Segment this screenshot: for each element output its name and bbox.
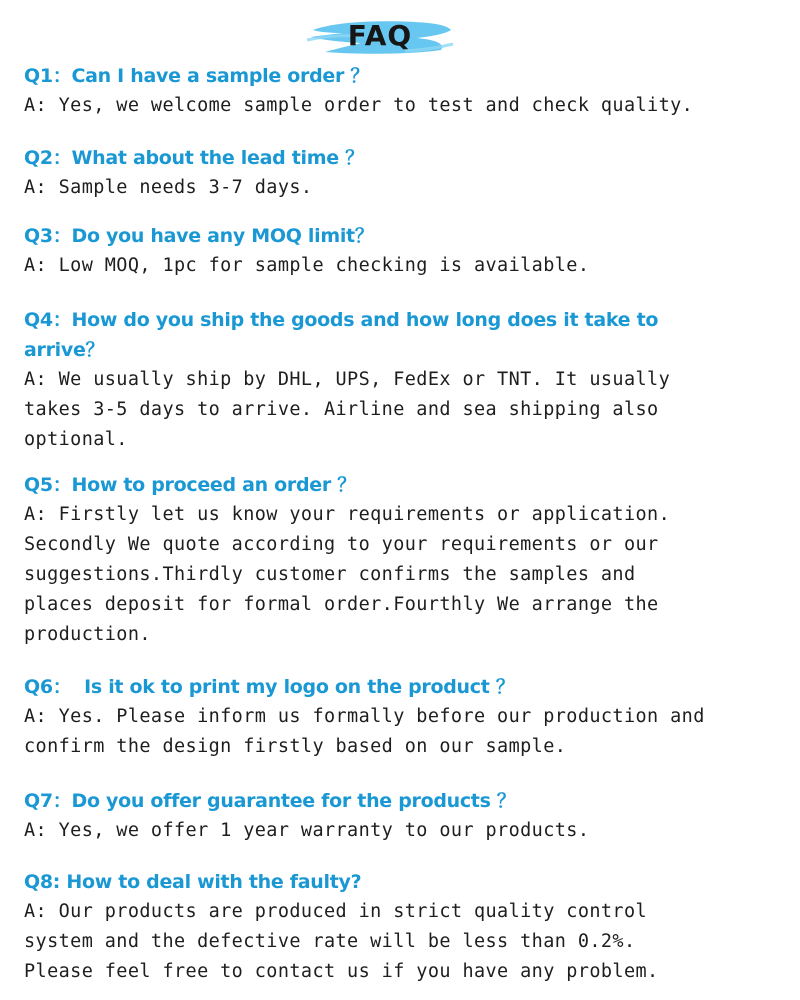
faq-answer-line: A: Our products are produced in strict quality control <box>24 901 648 922</box>
faq-answer-line: Secondly We quote according to your requirements or our <box>24 534 659 555</box>
faq-title-banner <box>305 10 455 60</box>
faq-item-7 <box>24 786 794 846</box>
faq-question: Q4：How do you ship the goods and how long does it take to arrive？ <box>24 309 659 361</box>
faq-item-4 <box>24 305 794 455</box>
faq-question: Q1：Can I have a sample order ？ <box>24 65 370 87</box>
faq-answer-line: Please feel free to contact us if you have any problem. <box>24 961 659 982</box>
faq-answer-line: A: Low MOQ, 1pc for sample checking is available. <box>24 255 590 276</box>
faq-question: Q8: How to deal with the faulty? <box>24 871 362 893</box>
faq-answer-line: A: Yes, we welcome sample order to test and check quality. <box>24 95 694 116</box>
faq-question: Q3：Do you have any MOQ limit？ <box>24 225 374 247</box>
faq-item-3 <box>24 221 794 281</box>
faq-answer-line: system and the defective rate will be less than 0.2%. <box>24 931 636 952</box>
faq-question: Q7：Do you offer guarantee for the products ？ <box>24 790 516 812</box>
faq-item-6 <box>24 672 794 762</box>
faq-item-5 <box>24 470 794 650</box>
faq-question: Q2：What about the lead time ？ <box>24 147 364 169</box>
faq-item-2 <box>24 143 794 203</box>
page-title: FAQ <box>347 19 413 52</box>
faq-answer-line: takes 3-5 days to arrive. Airline and sea shipping also <box>24 399 659 420</box>
faq-answer-line: A: Yes. Please inform us formally before our production and <box>24 706 705 727</box>
faq-answer-line: places deposit for formal order.Fourthly We arrange the <box>24 594 659 615</box>
faq-question: Q6： Is it ok to print my logo on the product ？ <box>24 676 515 698</box>
faq-answer-line: suggestions.Thirdly customer confirms the samples and <box>24 564 636 585</box>
faq-item-1 <box>24 61 794 121</box>
faq-answer-line: production. <box>24 624 151 645</box>
faq-answer-line: A: Firstly let us know your requirements or application. <box>24 504 671 525</box>
faq-question: Q5：How to proceed an order ？ <box>24 474 356 496</box>
faq-answer-line: optional. <box>24 429 128 450</box>
faq-item-8 <box>24 867 794 987</box>
faq-answer-line: confirm the design firstly based on our sample. <box>24 736 567 757</box>
faq-answer-line: A: We usually ship by DHL, UPS, FedEx or TNT. It usually <box>24 369 671 390</box>
faq-answer-line: A: Yes, we offer 1 year warranty to our products. <box>24 820 590 841</box>
faq-answer-line: A: Sample needs 3-7 days. <box>24 177 313 198</box>
